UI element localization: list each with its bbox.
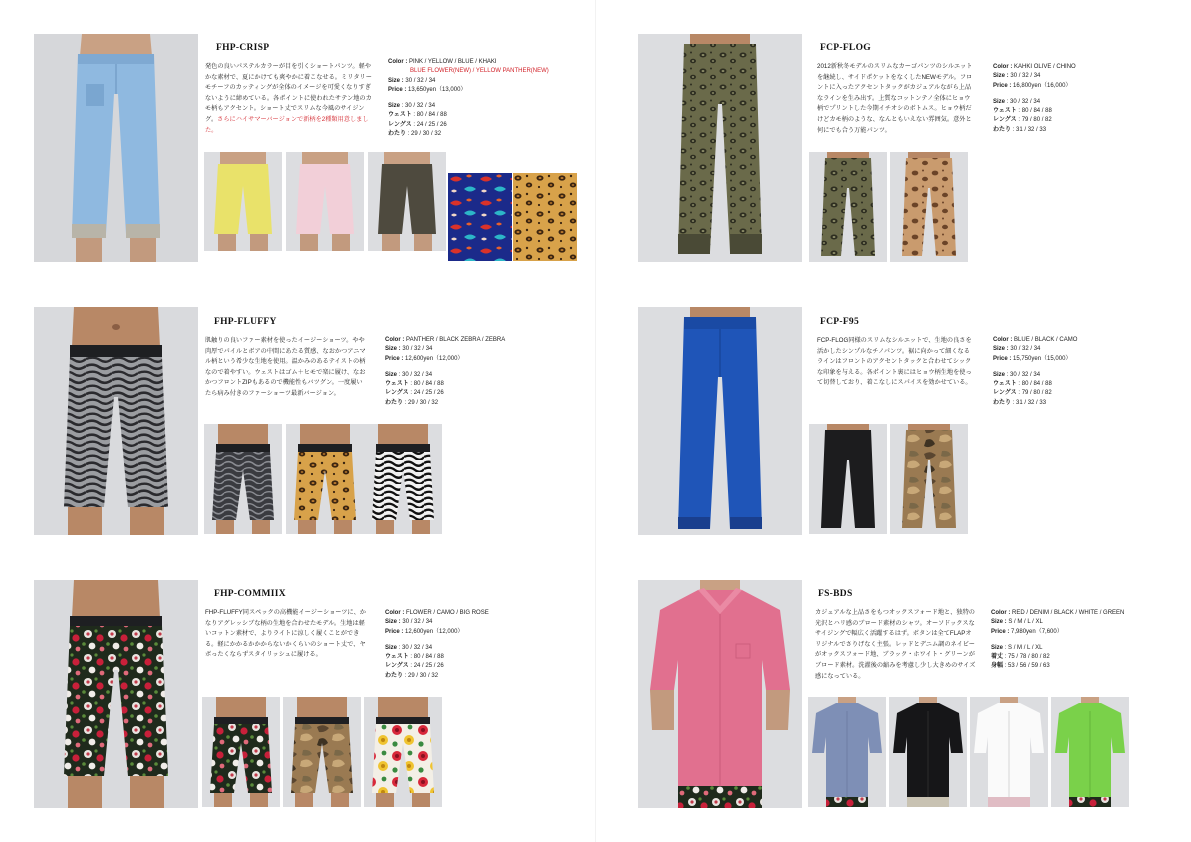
crisp-dim-row: わたり : 29 / 30 / 32 bbox=[388, 131, 442, 138]
commiix-variant-flower bbox=[202, 697, 280, 807]
bds-title: FS-BDS bbox=[818, 589, 853, 599]
f95-color-row: Color : BLUE / BLACK / CAMO bbox=[993, 337, 1078, 343]
crisp-variant-pink bbox=[286, 152, 364, 251]
flog-specs bbox=[993, 63, 1143, 135]
flog-description: 2012新秋冬モデルのスリムなカーゴパンツのシルエットを継続し、サイドポケットをなくしたNEWモデル。フロントに入ったアクセントタックがカジュアルながら上品なラインを生み出す。上質なコットンテノ全体にヒョウ柄でプリントした今期イチオシのボトムス。ヒョウ柄だけどカモ柄のような、なんともいえない雰囲気。意外と何にでも合う万能パンツ。 bbox=[817, 63, 973, 134]
crisp-title: FHP-CRISP bbox=[216, 43, 270, 53]
f95-dim-row: ウェスト : 80 / 84 / 88 bbox=[993, 381, 1052, 388]
fluffy-size-row: Size : 30 / 32 / 34 bbox=[385, 346, 433, 353]
commiix-size-row: Size : 30 / 32 / 34 bbox=[385, 619, 433, 626]
fluffy-dim-row: わたり : 29 / 30 / 32 bbox=[385, 399, 439, 406]
commiix-variant-camo bbox=[283, 697, 361, 807]
commiix-specs bbox=[385, 609, 575, 681]
commiix-price-row: Price : 12,600yen（12,000） bbox=[385, 628, 464, 635]
bds-dim-row: 身幅 : 53 / 56 / 59 / 63 bbox=[991, 663, 1050, 670]
crisp-specs bbox=[388, 58, 578, 139]
fluffy-title: FHP-FLUFFY bbox=[214, 317, 277, 327]
fluffy-dim-row: レングス : 24 / 25 / 26 bbox=[385, 390, 444, 397]
bds-variant-green bbox=[1051, 697, 1129, 807]
bds-size-row: Size : S / M / L / XL bbox=[991, 619, 1043, 626]
crisp-color-extra: BLUE FLOWER(NEW) / YELLOW PANTHER(NEW) bbox=[410, 68, 549, 75]
f95-dim-row: Size : 30 / 32 / 34 bbox=[993, 371, 1041, 378]
fluffy-main-photo bbox=[34, 307, 198, 535]
catalog-page-left bbox=[0, 0, 595, 842]
catalog-page-right bbox=[596, 0, 1191, 842]
commiix-main-photo bbox=[34, 580, 198, 808]
commiix-color-row: Color : FLOWER / CAMO / BIG ROSE bbox=[385, 610, 489, 616]
flog-dim-row: ウェスト : 80 / 84 / 88 bbox=[993, 108, 1052, 115]
flog-dim-row: レングス : 79 / 80 / 82 bbox=[993, 117, 1052, 124]
fluffy-dim-row: Size : 30 / 32 / 34 bbox=[385, 371, 433, 378]
crisp-dim-row: ウェスト : 80 / 84 / 88 bbox=[388, 112, 447, 119]
f95-size-row: Size : 30 / 32 / 34 bbox=[993, 346, 1041, 353]
bds-dim-row: 着丈 : 75 / 78 / 80 / 82 bbox=[991, 654, 1050, 661]
crisp-desc-highlight: さらにハイサマーバージョンで新柄を2種類用意しました。 bbox=[205, 115, 369, 134]
crisp-variant-khaki bbox=[368, 152, 446, 251]
flog-color-row: Color : KAHKI OLIVE / CHINO bbox=[993, 64, 1076, 70]
crisp-swatch-yellow-panther bbox=[513, 173, 577, 261]
commiix-dim-row: ウェスト : 80 / 84 / 88 bbox=[385, 654, 444, 661]
flog-title: FCP-FLOG bbox=[820, 43, 871, 53]
flog-dim-row: わたり : 31 / 32 / 33 bbox=[993, 126, 1047, 133]
f95-dim-row: レングス : 79 / 80 / 82 bbox=[993, 390, 1052, 397]
fluffy-variant-black-zebra bbox=[204, 424, 282, 534]
flog-variant-olive bbox=[809, 152, 887, 262]
crisp-desc-text: 発色の良いパステルカラーが目を引くショートパンツ。軽やかな素材で、夏にかけても爽やかに着こなせる。ミリタリーモチーフのカッティングが全体のイメージを可愛くなりすぎないように締めている。各ポイントに使われたサテン地のカモ柄もアクセント。ショート丈でスリムな今風のサイジング。 bbox=[205, 63, 372, 123]
bds-description: カジュアルな上品さをもつオックスフォード地と、独特の光沢とハリ感のブロード素材のシャツ。オーソドックスなサイジングで幅広く活躍するはず。ボタンは全てFLAPオリジナルでさりげなく主張。レッドとデニム調のネイビーがオックスフォード地、ブラック・ホワイト・グリーンがブロード素材。洗濯後の縮みを考慮し少し大きめのサイズ感になっている。 bbox=[815, 609, 976, 680]
bds-main-photo bbox=[638, 580, 802, 808]
flog-dim-row: Size : 30 / 32 / 34 bbox=[993, 98, 1041, 105]
f95-price-row: Price : 15,750yen（15,000） bbox=[993, 355, 1072, 362]
bds-price-row: Price : 7,980yen（7,600） bbox=[991, 628, 1063, 635]
bds-variant-black bbox=[889, 697, 967, 807]
fluffy-specs bbox=[385, 336, 575, 408]
crisp-swatch-blue-flower bbox=[448, 173, 512, 261]
commiix-description: FHP-FLUFFY同スペックの高機能イージーショーツに、かなりアグレッシブな柄の生地を合わせたモデル。生地は軽いコットン素材で、よりライトに涼しく履くことができる。軽にかかるかかからないかくらいのショート丈で、ヤボったくならずスタイリッシュに履ける。 bbox=[205, 609, 366, 659]
crisp-size-row: Size : 30 / 32 / 34 bbox=[388, 77, 436, 84]
commiix-dim-row: レングス : 24 / 25 / 26 bbox=[385, 663, 444, 670]
flog-size-row: Size : 30 / 32 / 34 bbox=[993, 73, 1041, 80]
fluffy-dim-row: ウェスト : 80 / 84 / 88 bbox=[385, 381, 444, 388]
bds-dim-row: Size : S / M / L / XL bbox=[991, 644, 1043, 651]
bds-variant-denim bbox=[808, 697, 886, 807]
f95-specs bbox=[993, 336, 1143, 408]
flog-main-photo bbox=[638, 34, 802, 262]
f95-title: FCP-F95 bbox=[820, 317, 860, 327]
f95-description: FCP-FLOG同様のスリムなシルエットで、生地の良さを活かしたシンプルなチノパンツ。裾に向かって細くなるラインはフロントのアクセントタックと合わせてシックな印象を与える。各ポイント裏にはヒョウ柄生地を使って切替しており、着こなしにスパイスを効かせている。 bbox=[817, 337, 972, 387]
f95-variant-black bbox=[809, 424, 887, 534]
f95-dim-row: わたり : 31 / 32 / 33 bbox=[993, 399, 1047, 406]
bds-specs bbox=[991, 609, 1161, 672]
commiix-dim-row: わたり : 29 / 30 / 32 bbox=[385, 672, 439, 679]
fluffy-variant-zebra bbox=[364, 424, 442, 534]
bds-variant-white bbox=[970, 697, 1048, 807]
fluffy-variant-panther bbox=[286, 424, 364, 534]
bds-color-row: Color : RED / DENIM / BLACK / WHITE / GREEN bbox=[991, 610, 1125, 616]
crisp-variant-yellow bbox=[204, 152, 282, 251]
flog-variant-chino bbox=[890, 152, 968, 262]
f95-main-photo bbox=[638, 307, 802, 535]
crisp-description bbox=[205, 62, 373, 136]
commiix-dim-row: Size : 30 / 32 / 34 bbox=[385, 644, 433, 651]
f95-variant-camo bbox=[890, 424, 968, 534]
crisp-color-row: Color : PINK / YELLOW / BLUE / KHAKI bbox=[388, 59, 497, 65]
crisp-dim-row: レングス : 24 / 25 / 26 bbox=[388, 121, 447, 128]
crisp-price-row: Price : 13,650yen（13,000） bbox=[388, 86, 467, 93]
fluffy-description: 肌触りの良いファー素材を使ったイージーショーツ。やや肉厚でパイルとボアの中間にあたる質感、なおかつアニマル柄という希少な生地を使用。温かみのあるテイストの柄なので着やすい。ウェストはゴム＋ヒモで楽に履け、なおかつフロントZIPもあるので機能性もバツグン。一度履いたら病み付きのファーショーツ最新バージョン。 bbox=[205, 337, 366, 397]
crisp-main-photo bbox=[34, 34, 198, 262]
fluffy-price-row: Price : 12,600yen（12,000） bbox=[385, 355, 464, 362]
fluffy-color-row: Color : PANTHER / BLACK ZEBRA / ZEBRA bbox=[385, 337, 506, 343]
flog-price-row: Price : 16,800yen（16,000） bbox=[993, 82, 1072, 89]
crisp-dim-row: Size : 30 / 32 / 34 bbox=[388, 103, 436, 110]
commiix-title: FHP-COMMIIX bbox=[214, 589, 286, 599]
commiix-variant-big-rose bbox=[364, 697, 442, 807]
